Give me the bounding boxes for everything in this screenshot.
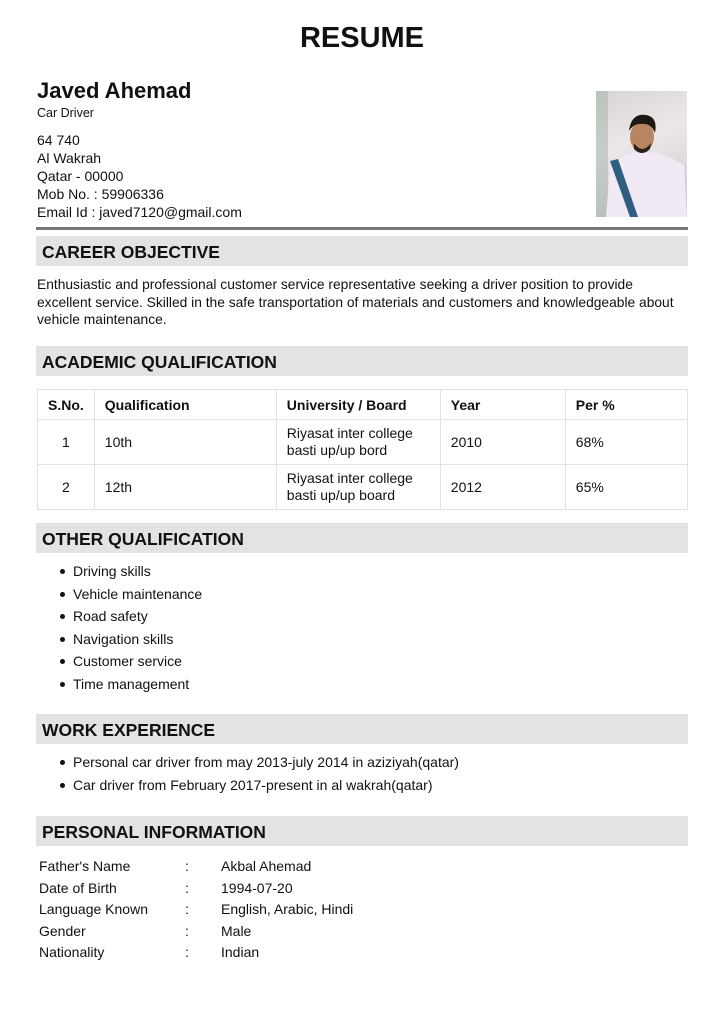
info-separator: : xyxy=(185,858,189,874)
column-header: Qualification xyxy=(94,390,276,420)
cell: 2012 xyxy=(440,465,565,510)
section-work-experience: WORK EXPERIENCE xyxy=(36,714,688,744)
email: Email Id : javed7120@gmail.com xyxy=(37,204,242,220)
info-separator: : xyxy=(185,922,189,939)
info-value: 1994-07-20 xyxy=(221,879,293,896)
info-label: Father's Name xyxy=(39,858,131,874)
info-separator: : xyxy=(185,901,189,917)
list-item: Car driver from February 2017-present in al wakrah(qatar) xyxy=(37,775,459,798)
info-label: Language Known xyxy=(39,901,148,917)
section-academic-qualification: ACADEMIC QUALIFICATION xyxy=(36,346,688,376)
address-line: Qatar - 00000 xyxy=(37,168,124,184)
academic-table xyxy=(37,389,688,510)
table-row xyxy=(38,465,688,510)
info-value: Indian xyxy=(221,944,260,960)
section-career-objective: CAREER OBJECTIVE xyxy=(36,236,688,266)
resume-title: RESUME xyxy=(299,22,425,54)
personal-info-row xyxy=(39,899,639,921)
candidate-name: Javed Ahemad xyxy=(37,78,192,103)
personal-info-row xyxy=(39,856,639,878)
mobile-number: Mob No. : 59906336 xyxy=(37,186,164,202)
other-qualification-list xyxy=(37,561,202,696)
personal-info-row xyxy=(39,878,639,900)
contact-details xyxy=(37,131,242,221)
cell: 10th xyxy=(94,420,276,465)
list-item: Customer service xyxy=(37,651,202,674)
section-other-qualification: OTHER QUALIFICATION xyxy=(36,523,688,553)
candidate-role: Car Driver xyxy=(37,106,94,120)
career-objective-text: Enthusiastic and professional customer service representative seeking a driver position to provide excellent service. Skilled in the safe transportation of materials and customers and knowledgeable about vehicle maintenance. xyxy=(37,277,674,327)
list-item: Navigation skills xyxy=(37,629,202,652)
info-separator: : xyxy=(185,944,189,960)
cell: 2010 xyxy=(440,420,565,465)
info-separator: : xyxy=(185,879,189,896)
info-label: Nationality xyxy=(39,944,105,960)
address-line: Al Wakrah xyxy=(37,150,102,166)
cell: 2 xyxy=(38,465,95,510)
work-experience-list xyxy=(37,752,459,797)
info-value: Male xyxy=(221,922,252,939)
info-label: Date of Birth xyxy=(39,879,117,896)
personal-info-row xyxy=(39,921,639,943)
table-row xyxy=(38,420,688,465)
cell: Riyasat inter college basti up/up bord xyxy=(276,420,440,465)
cell: 1 xyxy=(38,420,95,465)
personal-info-row xyxy=(39,942,639,964)
address-line: 64 740 xyxy=(37,132,80,148)
info-value: English, Arabic, Hindi xyxy=(221,901,354,917)
info-value: Akbal Ahemad xyxy=(221,858,312,874)
info-label: Gender xyxy=(39,922,86,939)
list-item: Personal car driver from may 2013-july 2014 in aziziyah(qatar) xyxy=(37,752,459,775)
column-header: University / Board xyxy=(276,390,440,420)
list-item: Vehicle maintenance xyxy=(37,584,202,607)
cell: 65% xyxy=(565,465,687,510)
column-header: Per % xyxy=(565,390,687,420)
section-personal-information: PERSONAL INFORMATION xyxy=(36,816,688,846)
cell: 68% xyxy=(565,420,687,465)
column-header: Year xyxy=(440,390,565,420)
list-item: Driving skills xyxy=(37,561,202,584)
column-header: S.No. xyxy=(38,390,95,420)
table-header-row xyxy=(38,390,688,420)
profile-photo xyxy=(596,91,687,217)
cell: 12th xyxy=(94,465,276,510)
list-item: Time management xyxy=(37,674,202,697)
list-item: Road safety xyxy=(37,606,202,629)
header-divider xyxy=(36,227,688,230)
cell: Riyasat inter college basti up/up board xyxy=(276,465,440,510)
